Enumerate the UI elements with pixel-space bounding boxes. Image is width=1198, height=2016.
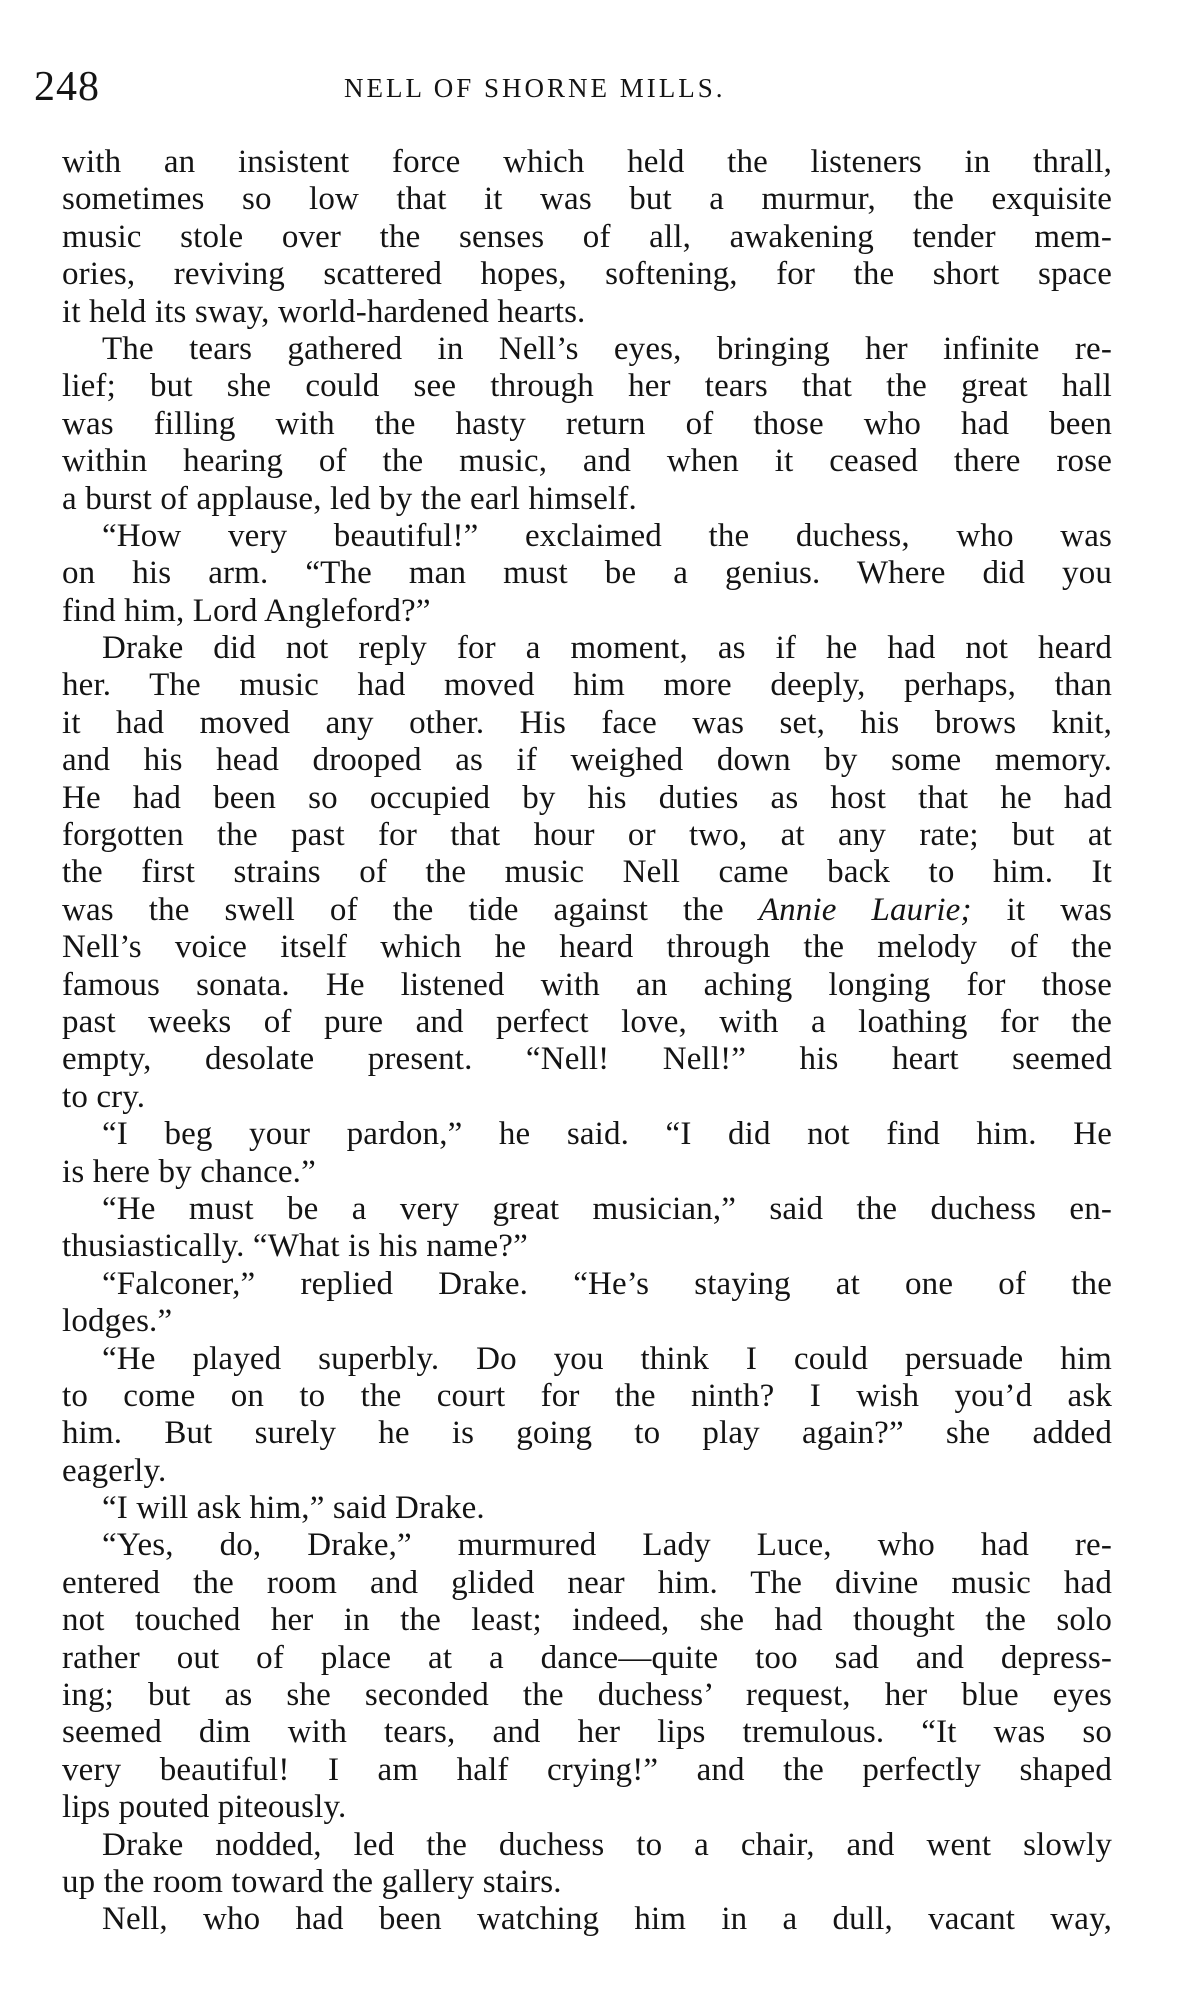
text-line: a burst of applause, led by the earl himself.	[62, 480, 637, 517]
text-line: ories, reviving scattered hopes, softening, for the short space	[62, 256, 1112, 293]
text-line: empty, desolate present. “Nell! Nell!” his heart seemed	[62, 1041, 1112, 1078]
text-line: The tears gathered in Nell’s eyes, bringing her infinite re-	[102, 330, 1112, 367]
running-title: NELL OF SHORNE MILLS.	[344, 73, 726, 103]
text-line: He had been so occupied by his duties as host that he had	[62, 779, 1112, 816]
text-line: find him, Lord Angleford?”	[62, 592, 431, 629]
text-line: Drake did not reply for a moment, as if he had not heard	[102, 630, 1112, 667]
text-line: seemed dim with tears, and her lips tremulous. “It was so	[62, 1714, 1112, 1751]
text-line: famous sonata. He listened with an aching longing for those	[62, 966, 1112, 1003]
running-head	[34, 62, 1094, 112]
text-line: is here by chance.”	[62, 1153, 316, 1190]
text-line: “Yes, do, Drake,” murmured Lady Luce, who had re-	[102, 1527, 1112, 1564]
text-line: “I beg your pardon,” he said. “I did not find him. He	[102, 1116, 1112, 1153]
text-line: to cry.	[62, 1078, 146, 1115]
text-line: lief; but she could see through her tears that the great hall	[62, 368, 1112, 405]
text-line: thusiastically. “What is his name?”	[62, 1228, 528, 1265]
text-line: very beautiful! I am half crying!” and the perfectly shaped	[62, 1751, 1112, 1788]
text-line: it held its sway, world-hardened hearts.	[62, 293, 586, 330]
text-line: lips pouted piteously.	[62, 1789, 347, 1826]
text-line: sometimes so low that it was but a murmur, the exquisite	[62, 181, 1112, 218]
text-line: was filling with the hasty return of those who had been	[62, 405, 1112, 442]
text-line: “I will ask him,” said Drake.	[102, 1490, 485, 1527]
text-line: “How very beautiful!” exclaimed the duchess, who was	[102, 517, 1112, 554]
text-line: forgotten the past for that hour or two, at any rate; but at	[62, 817, 1112, 854]
text-line: was the swell of the tide against the Annie Laurie; it was	[62, 891, 1112, 928]
text-line: up the room toward the gallery stairs.	[62, 1863, 562, 1900]
text-line: music stole over the senses of all, awakening tender mem-	[62, 218, 1112, 255]
text-line: and his head drooped as if weighed down by some memory.	[62, 742, 1112, 779]
text-line: “He must be a very great musician,” said the duchess en-	[102, 1190, 1112, 1227]
text-line: Nell’s voice itself which he heard through the melody of the	[62, 929, 1112, 966]
text-line: past weeks of pure and perfect love, with a loathing for the	[62, 1003, 1112, 1040]
text-line: eagerly.	[62, 1452, 167, 1489]
text-line: rather out of place at a dance—quite too sad and depress-	[62, 1639, 1112, 1676]
text-line: Drake nodded, led the duchess to a chair, and went slowly	[102, 1826, 1112, 1863]
text-line: Nell, who had been watching him in a dull, vacant way,	[102, 1901, 1112, 1938]
page-number: 248	[34, 64, 100, 110]
text-line: lodges.”	[62, 1303, 173, 1340]
text-line: “He played superbly. Do you think I could persuade him	[102, 1340, 1112, 1377]
text-line: entered the room and glided near him. The divine music had	[62, 1564, 1112, 1601]
text-line: her. The music had moved him more deeply, perhaps, than	[62, 667, 1112, 704]
text-line: him. But surely he is going to play again?” she added	[62, 1415, 1112, 1452]
text-line: to come on to the court for the ninth? I wish you’d ask	[62, 1377, 1112, 1414]
text-line: it had moved any other. His face was set, his brows knit,	[62, 704, 1112, 741]
text-line: within hearing of the music, and when it ceased there rose	[62, 443, 1112, 480]
text-line: “Falconer,” replied Drake. “He’s staying at one of the	[102, 1265, 1112, 1302]
text-line: on his arm. “The man must be a genius. Where did you	[62, 555, 1112, 592]
text-line: with an insistent force which held the listeners in thrall,	[62, 144, 1112, 180]
text-line: the first strains of the music Nell came back to him. It	[62, 854, 1112, 891]
text-line: ing; but as she seconded the duchess’ request, her blue eyes	[62, 1677, 1112, 1714]
body-text	[62, 144, 1112, 1939]
text-line: not touched her in the least; indeed, she had thought the solo	[62, 1602, 1112, 1639]
